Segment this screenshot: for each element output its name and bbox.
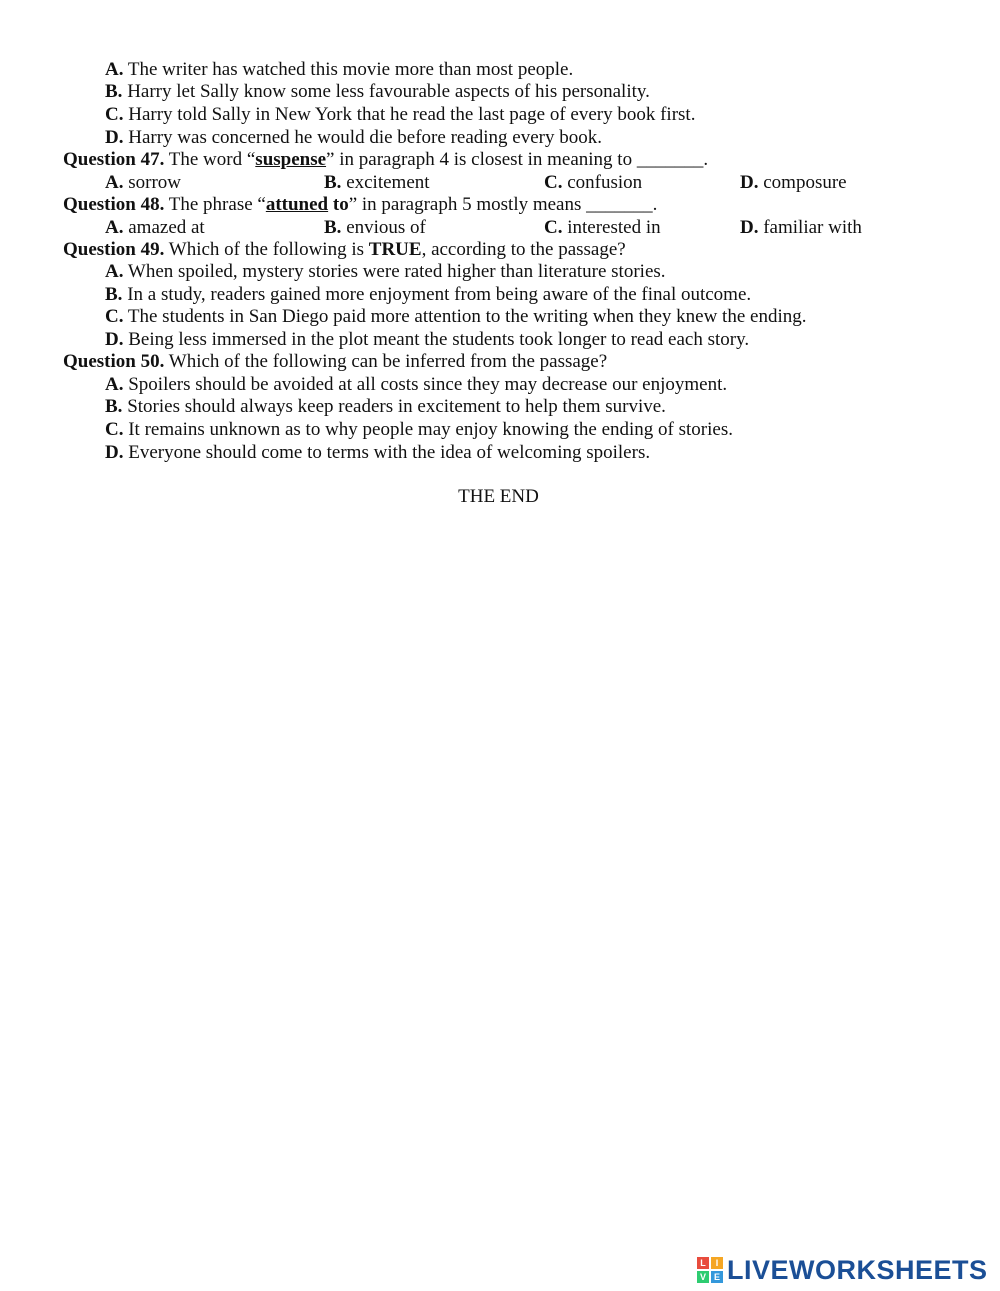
q47-option-c: [544, 172, 642, 194]
question-49: [63, 239, 626, 261]
option-letter: D.: [105, 127, 124, 148]
option-letter: A.: [105, 261, 124, 282]
q48-option-c: [544, 217, 661, 239]
question-label: Question 50.: [63, 351, 165, 372]
option-text: confusion: [562, 172, 643, 193]
keyword: TRUE: [368, 239, 422, 260]
option-letter: D.: [105, 442, 124, 463]
q49-option-d: [105, 329, 749, 351]
option-letter: C.: [105, 306, 124, 327]
q50-option-d: [105, 442, 650, 464]
logo-mark-l: L: [697, 1257, 709, 1269]
question-text: , according to the passage?: [421, 239, 626, 260]
question-text: ” in paragraph 5 mostly means _______.: [348, 194, 658, 215]
q50-option-c: [105, 419, 733, 441]
q46-option-b: [105, 81, 650, 103]
option-letter: C.: [544, 172, 563, 193]
question-text: The phrase “: [164, 194, 266, 215]
end-marker: THE END: [458, 486, 539, 507]
logo-mark-i: I: [711, 1257, 723, 1269]
option-text: familiar with: [758, 217, 862, 238]
option-letter: B.: [105, 396, 123, 417]
option-text: interested in: [562, 217, 661, 238]
q46-option-c: [105, 104, 695, 126]
q50-option-b: [105, 396, 666, 418]
liveworksheets-logo[interactable]: [697, 1256, 988, 1284]
option-text: It remains unknown as to why people may enjoy knowing the ending of stories.: [123, 419, 733, 440]
option-text: When spoiled, mystery stories were rated higher than literature stories.: [123, 261, 666, 282]
keyword: attuned: [265, 194, 329, 215]
option-text: sorrow: [123, 172, 182, 193]
option-text: Spoilers should be avoided at all costs since they may decrease our enjoyment.: [123, 374, 728, 395]
question-text: The word “: [164, 149, 256, 170]
option-text: Everyone should come to terms with the idea of welcoming spoilers.: [123, 442, 651, 463]
option-text: Harry was concerned he would die before reading every book.: [123, 127, 602, 148]
option-letter: B.: [324, 172, 342, 193]
option-letter: B.: [105, 81, 123, 102]
q47-option-d: [740, 172, 847, 194]
option-letter: A.: [105, 172, 124, 193]
option-letter: A.: [105, 59, 124, 80]
option-text: In a study, readers gained more enjoyment from being aware of the final outcome.: [122, 284, 752, 305]
q48-options-row: [0, 217, 1000, 239]
keyword-suffix: to: [328, 194, 349, 215]
option-text: The writer has watched this movie more than most people.: [123, 59, 574, 80]
question-label: Question 47.: [63, 149, 165, 170]
question-47: [63, 149, 708, 171]
option-letter: D.: [740, 172, 759, 193]
keyword: suspense: [255, 149, 327, 170]
option-text: Harry told Sally in New York that he read the last page of every book first.: [123, 104, 696, 125]
option-letter: C.: [105, 419, 124, 440]
question-50: [63, 351, 607, 373]
q48-option-b: [324, 217, 426, 239]
q46-option-a: [105, 59, 573, 81]
q47-option-b: [324, 172, 430, 194]
option-letter: D.: [105, 329, 124, 350]
option-letter: A.: [105, 217, 124, 238]
question-text: ” in paragraph 4 is closest in meaning to _______.: [326, 149, 709, 170]
option-letter: D.: [740, 217, 759, 238]
option-letter: C.: [105, 104, 124, 125]
option-text: amazed at: [123, 217, 205, 238]
logo-mark-icon: [697, 1257, 723, 1283]
question-text: Which of the following can be inferred from the passage?: [164, 351, 608, 372]
option-letter: C.: [544, 217, 563, 238]
q47-options-row: [0, 172, 1000, 194]
question-label: Question 49.: [63, 239, 165, 260]
logo-text: LIVEWORKSHEETS: [727, 1254, 988, 1285]
option-text: Harry let Sally know some less favourable aspects of his personality.: [122, 81, 650, 102]
logo-mark-v: V: [697, 1271, 709, 1283]
question-label: Question 48.: [63, 194, 165, 215]
option-text: excitement: [341, 172, 430, 193]
q48-option-d: [740, 217, 862, 239]
q49-option-a: [105, 261, 666, 283]
question-48: [63, 194, 657, 216]
question-text: Which of the following is: [164, 239, 369, 260]
q48-option-a: [105, 217, 205, 239]
q47-option-a: [105, 172, 181, 194]
option-letter: A.: [105, 374, 124, 395]
option-letter: B.: [324, 217, 342, 238]
option-text: envious of: [341, 217, 426, 238]
q49-option-b: [105, 284, 751, 306]
option-text: Stories should always keep readers in excitement to help them survive.: [122, 396, 666, 417]
option-text: Being less immersed in the plot meant the students took longer to read each story.: [123, 329, 750, 350]
q50-option-a: [105, 374, 727, 396]
option-letter: B.: [105, 284, 123, 305]
logo-mark-e: E: [711, 1271, 723, 1283]
q49-option-c: [105, 306, 806, 328]
option-text: composure: [758, 172, 847, 193]
option-text: The students in San Diego paid more attention to the writing when they knew the ending.: [123, 306, 807, 327]
q46-option-d: [105, 127, 602, 149]
